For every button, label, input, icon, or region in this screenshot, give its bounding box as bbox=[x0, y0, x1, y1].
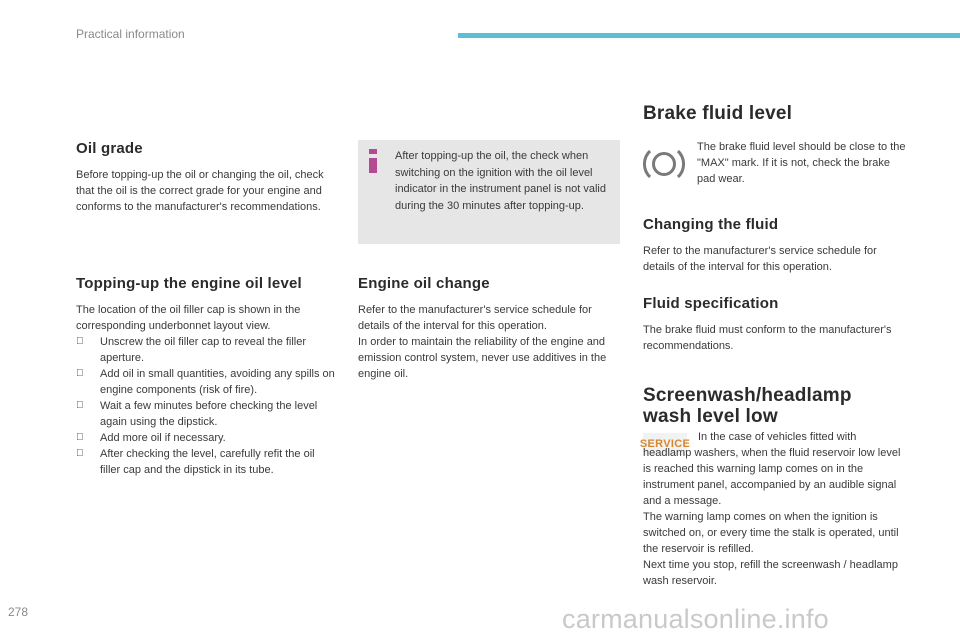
screenwash-text-wrap bbox=[643, 429, 905, 589]
service-warning-icon: SERVICE bbox=[643, 433, 687, 455]
topping-up-intro: The location of the oil filler cap is shown in the corresponding underbonnet layout view. bbox=[76, 304, 301, 332]
list-item: After checking the level, carefully refit the oil filler cap and the dipstick in its tube. bbox=[76, 446, 336, 478]
list-item: Unscrew the oil filler cap to reveal the filler aperture. bbox=[76, 334, 336, 366]
engine-oil-change-heading: Engine oil change bbox=[358, 275, 490, 292]
oil-grade-text: Before topping-up the oil or changing the oil, check that the oil is the correct grade for your engine and conforms to the manufacturer's recommendations. bbox=[76, 169, 324, 213]
fluid-spec-section bbox=[643, 295, 905, 354]
brake-fluid-heading: Brake fluid level bbox=[643, 103, 793, 124]
bullet-icon bbox=[76, 334, 84, 350]
changing-fluid-section bbox=[643, 216, 905, 275]
fluid-spec-heading: Fluid specification bbox=[643, 295, 779, 312]
topping-up-steps bbox=[76, 334, 336, 478]
screenwash-heading: Screenwash/headlamp wash level low bbox=[643, 385, 852, 427]
fluid-spec-text: The brake fluid must conform to the manufacturer's recommendations. bbox=[643, 324, 892, 352]
list-item: Wait a few minutes before checking the level again using the dipstick. bbox=[76, 398, 336, 430]
info-note-text: After topping-up the oil, the check when switching on the ignition with the oil level indicator in the instrument panel is not valid during the 30 minutes after topping-up. bbox=[395, 150, 606, 212]
header-accent-bar bbox=[458, 33, 960, 38]
bullet-icon bbox=[76, 430, 84, 446]
changing-fluid-text: Refer to the manufacturer's service schedule for details of the interval for this operation. bbox=[643, 245, 877, 273]
section-title: Practical information bbox=[76, 27, 185, 41]
info-note bbox=[358, 140, 620, 244]
bullet-icon bbox=[76, 446, 84, 462]
changing-fluid-heading: Changing the fluid bbox=[643, 216, 779, 233]
brake-fluid-text-wrap bbox=[697, 139, 907, 187]
topping-up-heading: Topping-up the engine oil level bbox=[76, 275, 302, 292]
topping-up-section bbox=[76, 275, 336, 478]
screenwash-heading-wrap bbox=[643, 385, 905, 427]
oil-grade-heading: Oil grade bbox=[76, 140, 143, 157]
oil-grade-section bbox=[76, 140, 336, 215]
watermark: carmanualsonline.info bbox=[562, 604, 829, 634]
engine-oil-change-section bbox=[358, 275, 620, 382]
brake-warning-icon bbox=[643, 145, 685, 183]
brake-fluid-text: The brake fluid level should be close to the "MAX" mark. If it is not, check the brake pad wear. bbox=[697, 141, 906, 185]
page-number: 278 bbox=[8, 605, 29, 619]
bullet-icon bbox=[76, 398, 84, 414]
list-item: Add more oil if necessary. bbox=[76, 430, 336, 446]
screenwash-text: In the case of vehicles fitted with headlamp washers, when the fluid reservoir low level is reached this warning lamp comes on in the instrument panel, accompanied by an audible signal and a message. The warning lamp comes on when the ignition is switched on, or every time the stalk is operated, until the reservoir is refilled. Next time you stop, refill the screenwash / headlamp wash reservoir. bbox=[643, 431, 901, 587]
bullet-icon bbox=[76, 366, 84, 382]
list-item: Add oil in small quantities, avoiding any spills on engine components (risk of fire). bbox=[76, 366, 336, 398]
engine-oil-change-text: Refer to the manufacturer's service schedule for details of the interval for this operation. In order to maintain the reliability of the engine and emission control system, never use additives in the engine oil. bbox=[358, 304, 607, 380]
info-icon bbox=[369, 149, 377, 173]
brake-fluid-heading-wrap bbox=[643, 103, 905, 124]
